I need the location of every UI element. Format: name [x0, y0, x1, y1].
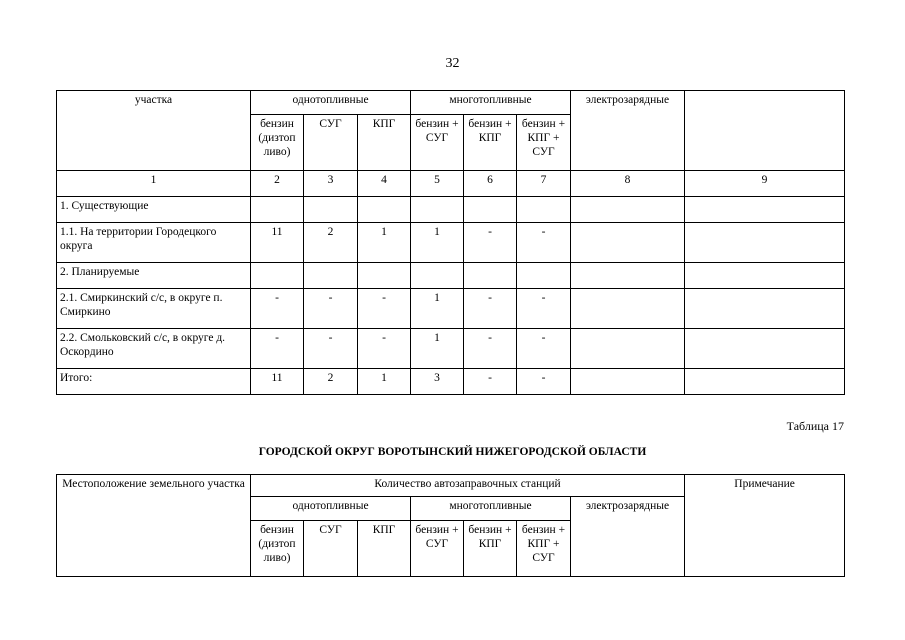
table-cell: -	[517, 329, 571, 369]
sub-petrol-lpg: бензин + СУГ	[411, 115, 464, 171]
table-cell	[517, 263, 571, 289]
table-cell	[571, 263, 685, 289]
col-number: 3	[304, 171, 358, 197]
table-cell	[251, 263, 304, 289]
table-cell: 11	[251, 369, 304, 395]
table-row	[57, 197, 845, 223]
sub-petrol: бензин (дизтоп ливо)	[251, 521, 304, 577]
row-label: 1.1. На территории Городецкого округа	[57, 223, 251, 263]
row-label: 2. Планируемые	[57, 263, 251, 289]
table-cell: -	[358, 329, 411, 369]
table-cell	[685, 329, 845, 369]
table-cell: -	[517, 369, 571, 395]
table-caption: Таблица 17	[786, 419, 844, 433]
row-label: 2.1. Смиркинский с/с, в округе п. Смиркино	[57, 289, 251, 329]
table-cell: 1	[358, 369, 411, 395]
table-cell	[464, 197, 517, 223]
table-cell	[571, 369, 685, 395]
sub-lpg: СУГ	[304, 521, 358, 577]
col-number: 2	[251, 171, 304, 197]
col-number: 1	[57, 171, 251, 197]
table-cell	[464, 263, 517, 289]
table-cell: 2	[304, 369, 358, 395]
table-row	[57, 369, 845, 395]
table-row	[57, 223, 845, 263]
header-location-cont: участка	[57, 91, 251, 171]
table-cell	[571, 329, 685, 369]
header-multi-fuel: многотопливные	[411, 91, 571, 115]
table-cell: -	[304, 329, 358, 369]
table-cell: -	[464, 289, 517, 329]
table-cell	[685, 197, 845, 223]
table-cell	[685, 223, 845, 263]
table-cell: 1	[411, 223, 464, 263]
table-cell	[571, 197, 685, 223]
table-cell	[358, 263, 411, 289]
table-cell	[251, 197, 304, 223]
table-cell: -	[358, 289, 411, 329]
table-cell: 1	[358, 223, 411, 263]
table-row	[57, 263, 845, 289]
row-label: 1. Существующие	[57, 197, 251, 223]
table-cell	[685, 289, 845, 329]
table-cell: 3	[411, 369, 464, 395]
table-row	[57, 289, 845, 329]
table-cell	[411, 197, 464, 223]
section-heading: ГОРОДСКОЙ ОКРУГ ВОРОТЫНСКИЙ НИЖЕГОРОДСКОЙ ОБЛАСТИ	[258, 446, 647, 458]
table-cell	[304, 197, 358, 223]
table-cell	[517, 197, 571, 223]
stations-table-vorotynsky	[56, 474, 845, 577]
header-electric: электрозарядные	[571, 497, 685, 577]
table-cell: 11	[251, 223, 304, 263]
table-cell: -	[251, 289, 304, 329]
stations-table-continued	[56, 90, 845, 395]
col-number: 5	[411, 171, 464, 197]
table-cell	[685, 263, 845, 289]
sub-petrol: бензин (дизтоп ливо)	[251, 115, 304, 171]
header-multi-fuel: многотопливные	[411, 497, 571, 521]
col-number: 8	[571, 171, 685, 197]
sub-cng: КПГ	[358, 521, 411, 577]
table-cell	[571, 223, 685, 263]
table-cell: 1	[411, 329, 464, 369]
table-cell	[358, 197, 411, 223]
page-number: 32	[445, 56, 460, 71]
col-number: 6	[464, 171, 517, 197]
header-note-cont	[685, 91, 845, 171]
header-electric: электрозарядные	[571, 91, 685, 171]
table-cell: -	[464, 223, 517, 263]
table-row	[57, 329, 845, 369]
sub-petrol-lpg: бензин + СУГ	[411, 521, 464, 577]
table-cell: 1	[411, 289, 464, 329]
col-number: 9	[685, 171, 845, 197]
table-cell: 2	[304, 223, 358, 263]
header-single-fuel: однотопливные	[251, 91, 411, 115]
sub-petrol-cng: бензин + КПГ	[464, 115, 517, 171]
table-cell: -	[517, 289, 571, 329]
row-label: Итого:	[57, 369, 251, 395]
table-cell	[571, 289, 685, 329]
header-station-count: Количество автозаправочных станций	[251, 475, 685, 497]
sub-petrol-cng-lpg: бензин + КПГ + СУГ	[517, 115, 571, 171]
sub-petrol-cng: бензин + КПГ	[464, 521, 517, 577]
table-cell: -	[251, 329, 304, 369]
col-number: 4	[358, 171, 411, 197]
column-numbers-row	[57, 171, 845, 197]
table-cell: -	[464, 369, 517, 395]
header-note: Примечание	[685, 475, 845, 577]
header-location: Местоположение земельного участка	[57, 475, 251, 577]
sub-cng: КПГ	[358, 115, 411, 171]
col-number: 7	[517, 171, 571, 197]
table-cell	[411, 263, 464, 289]
table-cell: -	[304, 289, 358, 329]
sub-petrol-cng-lpg: бензин + КПГ + СУГ	[517, 521, 571, 577]
row-label: 2.2. Смольковский с/с, в округе д. Оскордино	[57, 329, 251, 369]
header-single-fuel: однотопливные	[251, 497, 411, 521]
table-cell	[304, 263, 358, 289]
table-cell: -	[464, 329, 517, 369]
table-cell	[685, 369, 845, 395]
sub-lpg: СУГ	[304, 115, 358, 171]
table-cell: -	[517, 223, 571, 263]
